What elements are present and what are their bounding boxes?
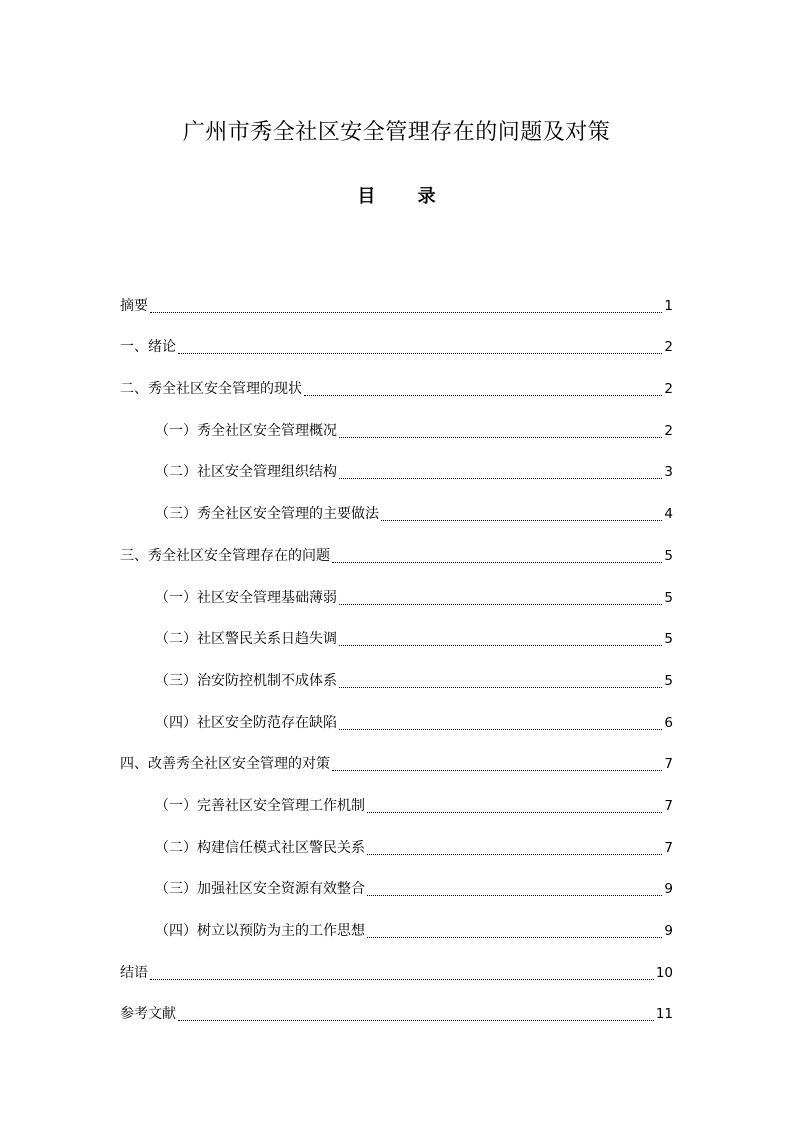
toc-entry-label: （一）秀全社区安全管理概况 <box>155 422 337 439</box>
toc-entry-page: 7 <box>664 797 673 814</box>
toc-dot-leader <box>332 562 662 563</box>
toc-entry-chapter-1[interactable] <box>120 322 673 364</box>
toc-entry-page: 10 <box>655 964 673 981</box>
toc-dot-leader <box>304 395 662 396</box>
toc-entry-section-4-4[interactable] <box>120 905 673 947</box>
toc-dot-leader <box>339 437 662 438</box>
toc-entry-page: 3 <box>664 464 673 481</box>
toc-dot-leader <box>367 854 662 855</box>
toc-entry-label: （二）构建信任模式社区警民关系 <box>155 839 365 856</box>
toc-entry-chapter-2[interactable] <box>120 363 673 405</box>
toc-entry-section-4-1[interactable] <box>120 780 673 822</box>
toc-entry-section-2-3[interactable] <box>120 488 673 530</box>
toc-entry-label: 三、秀全社区安全管理存在的问题 <box>120 547 330 564</box>
toc-entry-page: 1 <box>664 297 673 314</box>
toc-entry-page: 5 <box>664 672 673 689</box>
toc-dot-leader <box>367 937 662 938</box>
toc-dot-leader <box>150 979 654 980</box>
toc-dot-leader <box>367 812 662 813</box>
toc-entry-label: （三）加强社区安全资源有效整合 <box>155 881 365 898</box>
toc-entry-page: 4 <box>664 506 673 523</box>
toc-dot-leader <box>367 895 662 896</box>
toc-entry-label: （二）社区警民关系日趋失调 <box>155 631 337 648</box>
toc-entry-label: 参考文献 <box>120 1006 176 1023</box>
toc-entry-label: 结语 <box>120 964 148 981</box>
toc-dot-leader <box>339 604 662 605</box>
toc-entry-page: 9 <box>664 881 673 898</box>
toc-entry-label: （三）秀全社区安全管理的主要做法 <box>155 506 379 523</box>
toc-entry-label: （四）树立以预防为主的工作思想 <box>155 923 365 939</box>
toc-entry-label: （四）社区安全防范存在缺陷 <box>155 714 337 731</box>
toc-list <box>120 280 673 1030</box>
toc-entry-label: 四、改善秀全社区安全管理的对策 <box>120 756 330 773</box>
toc-entry-section-4-2[interactable] <box>120 822 673 864</box>
toc-dot-leader <box>332 770 662 771</box>
toc-entry-chapter-3[interactable] <box>120 530 673 572</box>
toc-entry-page: 2 <box>664 422 673 439</box>
toc-dot-leader <box>178 353 662 354</box>
toc-entry-section-2-1[interactable] <box>120 405 673 447</box>
toc-entry-page: 9 <box>664 923 673 939</box>
toc-entry-label: （一）社区安全管理基础薄弱 <box>155 589 337 606</box>
toc-entry-references[interactable] <box>120 989 673 1031</box>
toc-dot-leader <box>339 478 662 479</box>
toc-entry-section-2-2[interactable] <box>120 447 673 489</box>
toc-entry-page: 6 <box>664 714 673 731</box>
toc-dot-leader <box>339 687 662 688</box>
toc-entry-section-3-3[interactable] <box>120 655 673 697</box>
toc-entry-label: 摘要 <box>120 297 148 314</box>
document-title: 广州市秀全社区安全管理存在的问题及对策 <box>182 120 611 145</box>
toc-entry-label: （二）社区安全管理组织结构 <box>155 464 337 481</box>
toc-entry-label: （一）完善社区安全管理工作机制 <box>155 797 365 814</box>
toc-entry-label: 一、绪论 <box>120 339 176 356</box>
toc-entry-section-3-4[interactable] <box>120 697 673 739</box>
toc-entry-page: 5 <box>664 589 673 606</box>
toc-entry-page: 2 <box>664 339 673 356</box>
toc-entry-page: 5 <box>664 631 673 648</box>
toc-entry-page: 11 <box>655 1006 673 1023</box>
toc-dot-leader <box>150 312 662 313</box>
toc-entry-page: 2 <box>664 381 673 398</box>
toc-dot-leader <box>178 1020 654 1021</box>
toc-heading: 目 录 <box>357 186 454 207</box>
toc-entry-page: 7 <box>664 839 673 856</box>
toc-dot-leader <box>339 729 662 730</box>
toc-dot-leader <box>339 645 662 646</box>
toc-entry-chapter-4[interactable] <box>120 739 673 781</box>
toc-entry-page: 5 <box>664 547 673 564</box>
toc-entry-conclusion[interactable] <box>120 947 673 989</box>
toc-dot-leader <box>381 520 662 521</box>
toc-entry-section-3-2[interactable] <box>120 614 673 656</box>
toc-entry-page: 7 <box>664 756 673 773</box>
toc-entry-label: 二、秀全社区安全管理的现状 <box>120 381 302 398</box>
toc-entry-abstract[interactable] <box>120 280 673 322</box>
toc-entry-section-4-3[interactable] <box>120 864 673 906</box>
toc-entry-section-3-1[interactable] <box>120 572 673 614</box>
toc-entry-label: （三）治安防控机制不成体系 <box>155 672 337 689</box>
